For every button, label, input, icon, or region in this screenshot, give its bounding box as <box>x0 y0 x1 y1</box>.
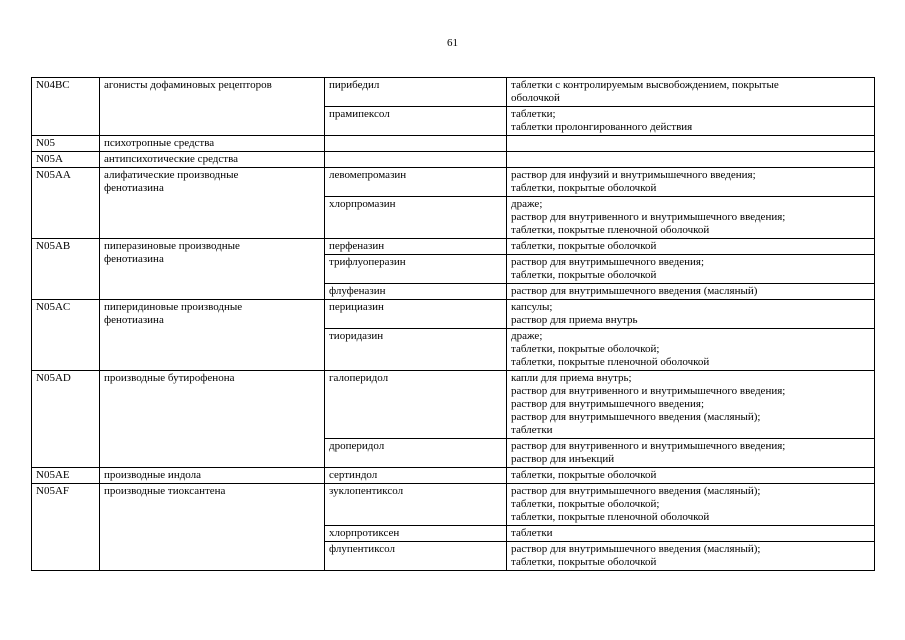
drug-name-cell: хлорпротиксен <box>325 526 507 542</box>
dosage-form-line: таблетки, покрытые оболочкой; <box>511 498 660 510</box>
table-row <box>32 78 875 107</box>
anatomical-group-cell <box>100 371 325 468</box>
drug-name-cell: хлорпромазин <box>325 197 507 239</box>
group-line: фенотиазина <box>104 253 164 265</box>
dosage-forms-cell <box>507 136 875 152</box>
anatomical-group-cell <box>100 152 325 168</box>
drug-name-cell <box>325 152 507 168</box>
drug-name-cell <box>325 136 507 152</box>
dosage-form-line: раствор для внутримышечного введения (масляный); <box>511 485 761 497</box>
dosage-form-line: таблетки, покрытые пленочной оболочкой <box>511 224 710 236</box>
group-line: пиперидиновые производные <box>104 301 243 313</box>
anatomical-group-cell <box>100 78 325 136</box>
dosage-form-line: таблетки, покрытые пленочной оболочкой <box>511 356 710 368</box>
atc-code-cell: N05A <box>32 152 100 168</box>
dosage-forms-cell <box>507 439 875 468</box>
drug-name-cell: перфеназин <box>325 239 507 255</box>
drug-name-cell: перициазин <box>325 300 507 329</box>
atc-code-cell: N05AD <box>32 371 100 468</box>
dosage-form-line: таблетки, покрытые оболочкой <box>511 182 657 194</box>
anatomical-group-cell <box>100 136 325 152</box>
dosage-form-line: раствор для внутривенного и внутримышечного введения; <box>511 211 786 223</box>
dosage-forms-cell <box>507 484 875 526</box>
atc-code-cell: N05AE <box>32 468 100 484</box>
dosage-form-line: таблетки <box>511 527 553 539</box>
dosage-form-line: раствор для внутримышечного введения (масляный) <box>511 285 758 297</box>
atc-code-cell: N05AB <box>32 239 100 300</box>
drug-name-cell: флуфеназин <box>325 284 507 300</box>
dosage-form-line: таблетки пролонгированного действия <box>511 121 693 133</box>
dosage-forms-cell <box>507 300 875 329</box>
group-line: фенотиазина <box>104 314 164 326</box>
dosage-form-line: раствор для внутривенного и внутримышечного введения; <box>511 385 786 397</box>
dosage-forms-cell <box>507 107 875 136</box>
dosage-form-line: таблетки; <box>511 108 556 120</box>
dosage-form-line: капсулы; <box>511 301 553 313</box>
dosage-form-line: раствор для внутримышечного введения; <box>511 398 705 410</box>
dosage-forms-cell <box>507 468 875 484</box>
drug-name-cell: галоперидол <box>325 371 507 439</box>
table-row <box>32 371 875 439</box>
dosage-form-line: раствор для инфузий и внутримышечного введения; <box>511 169 756 181</box>
atc-code-cell: N04BC <box>32 78 100 136</box>
dosage-forms-cell <box>507 255 875 284</box>
drug-name-cell: трифлуоперазин <box>325 255 507 284</box>
dosage-form-line: таблетки, покрытые пленочной оболочкой <box>511 511 710 523</box>
anatomical-group-cell <box>100 468 325 484</box>
table-row <box>32 239 875 255</box>
drug-name-cell: зуклопентиксол <box>325 484 507 526</box>
dosage-form-line: оболочкой <box>511 92 560 104</box>
group-line: фенотиазина <box>104 182 164 194</box>
dosage-forms-cell <box>507 329 875 371</box>
dosage-forms-cell <box>507 78 875 107</box>
page-number: 61 <box>447 37 458 49</box>
table-row <box>32 152 875 168</box>
group-line: психотропные средства <box>104 137 215 149</box>
dosage-form-line: раствор для внутривенного и внутримышечного введения; <box>511 440 786 452</box>
dosage-form-line: раствор для внутримышечного введения; <box>511 256 705 268</box>
group-line: антипсихотические средства <box>104 153 239 165</box>
dosage-forms-cell <box>507 239 875 255</box>
table-row <box>32 136 875 152</box>
drug-name-cell: флупентиксол <box>325 542 507 571</box>
drug-table <box>31 77 875 571</box>
dosage-forms-cell <box>507 197 875 239</box>
group-line: производные тиоксантена <box>104 485 226 497</box>
anatomical-group-cell <box>100 300 325 371</box>
table-row <box>32 300 875 329</box>
dosage-form-line: капли для приема внутрь; <box>511 372 632 384</box>
table-row <box>32 168 875 197</box>
dosage-form-line: раствор для внутримышечного введения (масляный); <box>511 543 761 555</box>
atc-code-cell: N05AA <box>32 168 100 239</box>
dosage-forms-cell <box>507 152 875 168</box>
dosage-form-line: драже; <box>511 330 543 342</box>
dosage-form-line: драже; <box>511 198 543 210</box>
dosage-form-line: раствор для внутримышечного введения (масляный); <box>511 411 761 423</box>
dosage-form-line: раствор для инъекций <box>511 453 615 465</box>
drug-name-cell: левомепромазин <box>325 168 507 197</box>
dosage-form-line: таблетки, покрытые оболочкой <box>511 269 657 281</box>
dosage-forms-cell <box>507 284 875 300</box>
drug-name-cell: сертиндол <box>325 468 507 484</box>
anatomical-group-cell <box>100 239 325 300</box>
anatomical-group-cell <box>100 484 325 571</box>
atc-code-cell: N05AF <box>32 484 100 571</box>
dosage-form-line: таблетки, покрытые оболочкой; <box>511 343 660 355</box>
dosage-form-line: таблетки, покрытые оболочкой <box>511 469 657 481</box>
drug-table-body <box>32 78 875 571</box>
dosage-form-line: раствор для приема внутрь <box>511 314 638 326</box>
table-row <box>32 484 875 526</box>
dosage-form-line: таблетки, покрытые оболочкой <box>511 240 657 252</box>
table-row <box>32 468 875 484</box>
group-line: пиперазиновые производные <box>104 240 240 252</box>
dosage-forms-cell <box>507 526 875 542</box>
group-line: алифатические производные <box>104 169 239 181</box>
dosage-forms-cell <box>507 168 875 197</box>
dosage-form-line: таблетки, покрытые оболочкой <box>511 556 657 568</box>
dosage-forms-cell <box>507 542 875 571</box>
dosage-forms-cell <box>507 371 875 439</box>
atc-code-cell: N05 <box>32 136 100 152</box>
group-line: производные индола <box>104 469 202 481</box>
drug-name-cell: дроперидол <box>325 439 507 468</box>
drug-name-cell: прамипексол <box>325 107 507 136</box>
atc-code-cell: N05AC <box>32 300 100 371</box>
group-line: агонисты дофаминовых рецепторов <box>104 79 272 91</box>
dosage-form-line: таблетки <box>511 424 553 436</box>
drug-name-cell: тиоридазин <box>325 329 507 371</box>
group-line: производные бутирофенона <box>104 372 235 384</box>
dosage-form-line: таблетки с контролируемым высвобождением, покрытые <box>511 79 779 91</box>
drug-name-cell: пирибедил <box>325 78 507 107</box>
anatomical-group-cell <box>100 168 325 239</box>
